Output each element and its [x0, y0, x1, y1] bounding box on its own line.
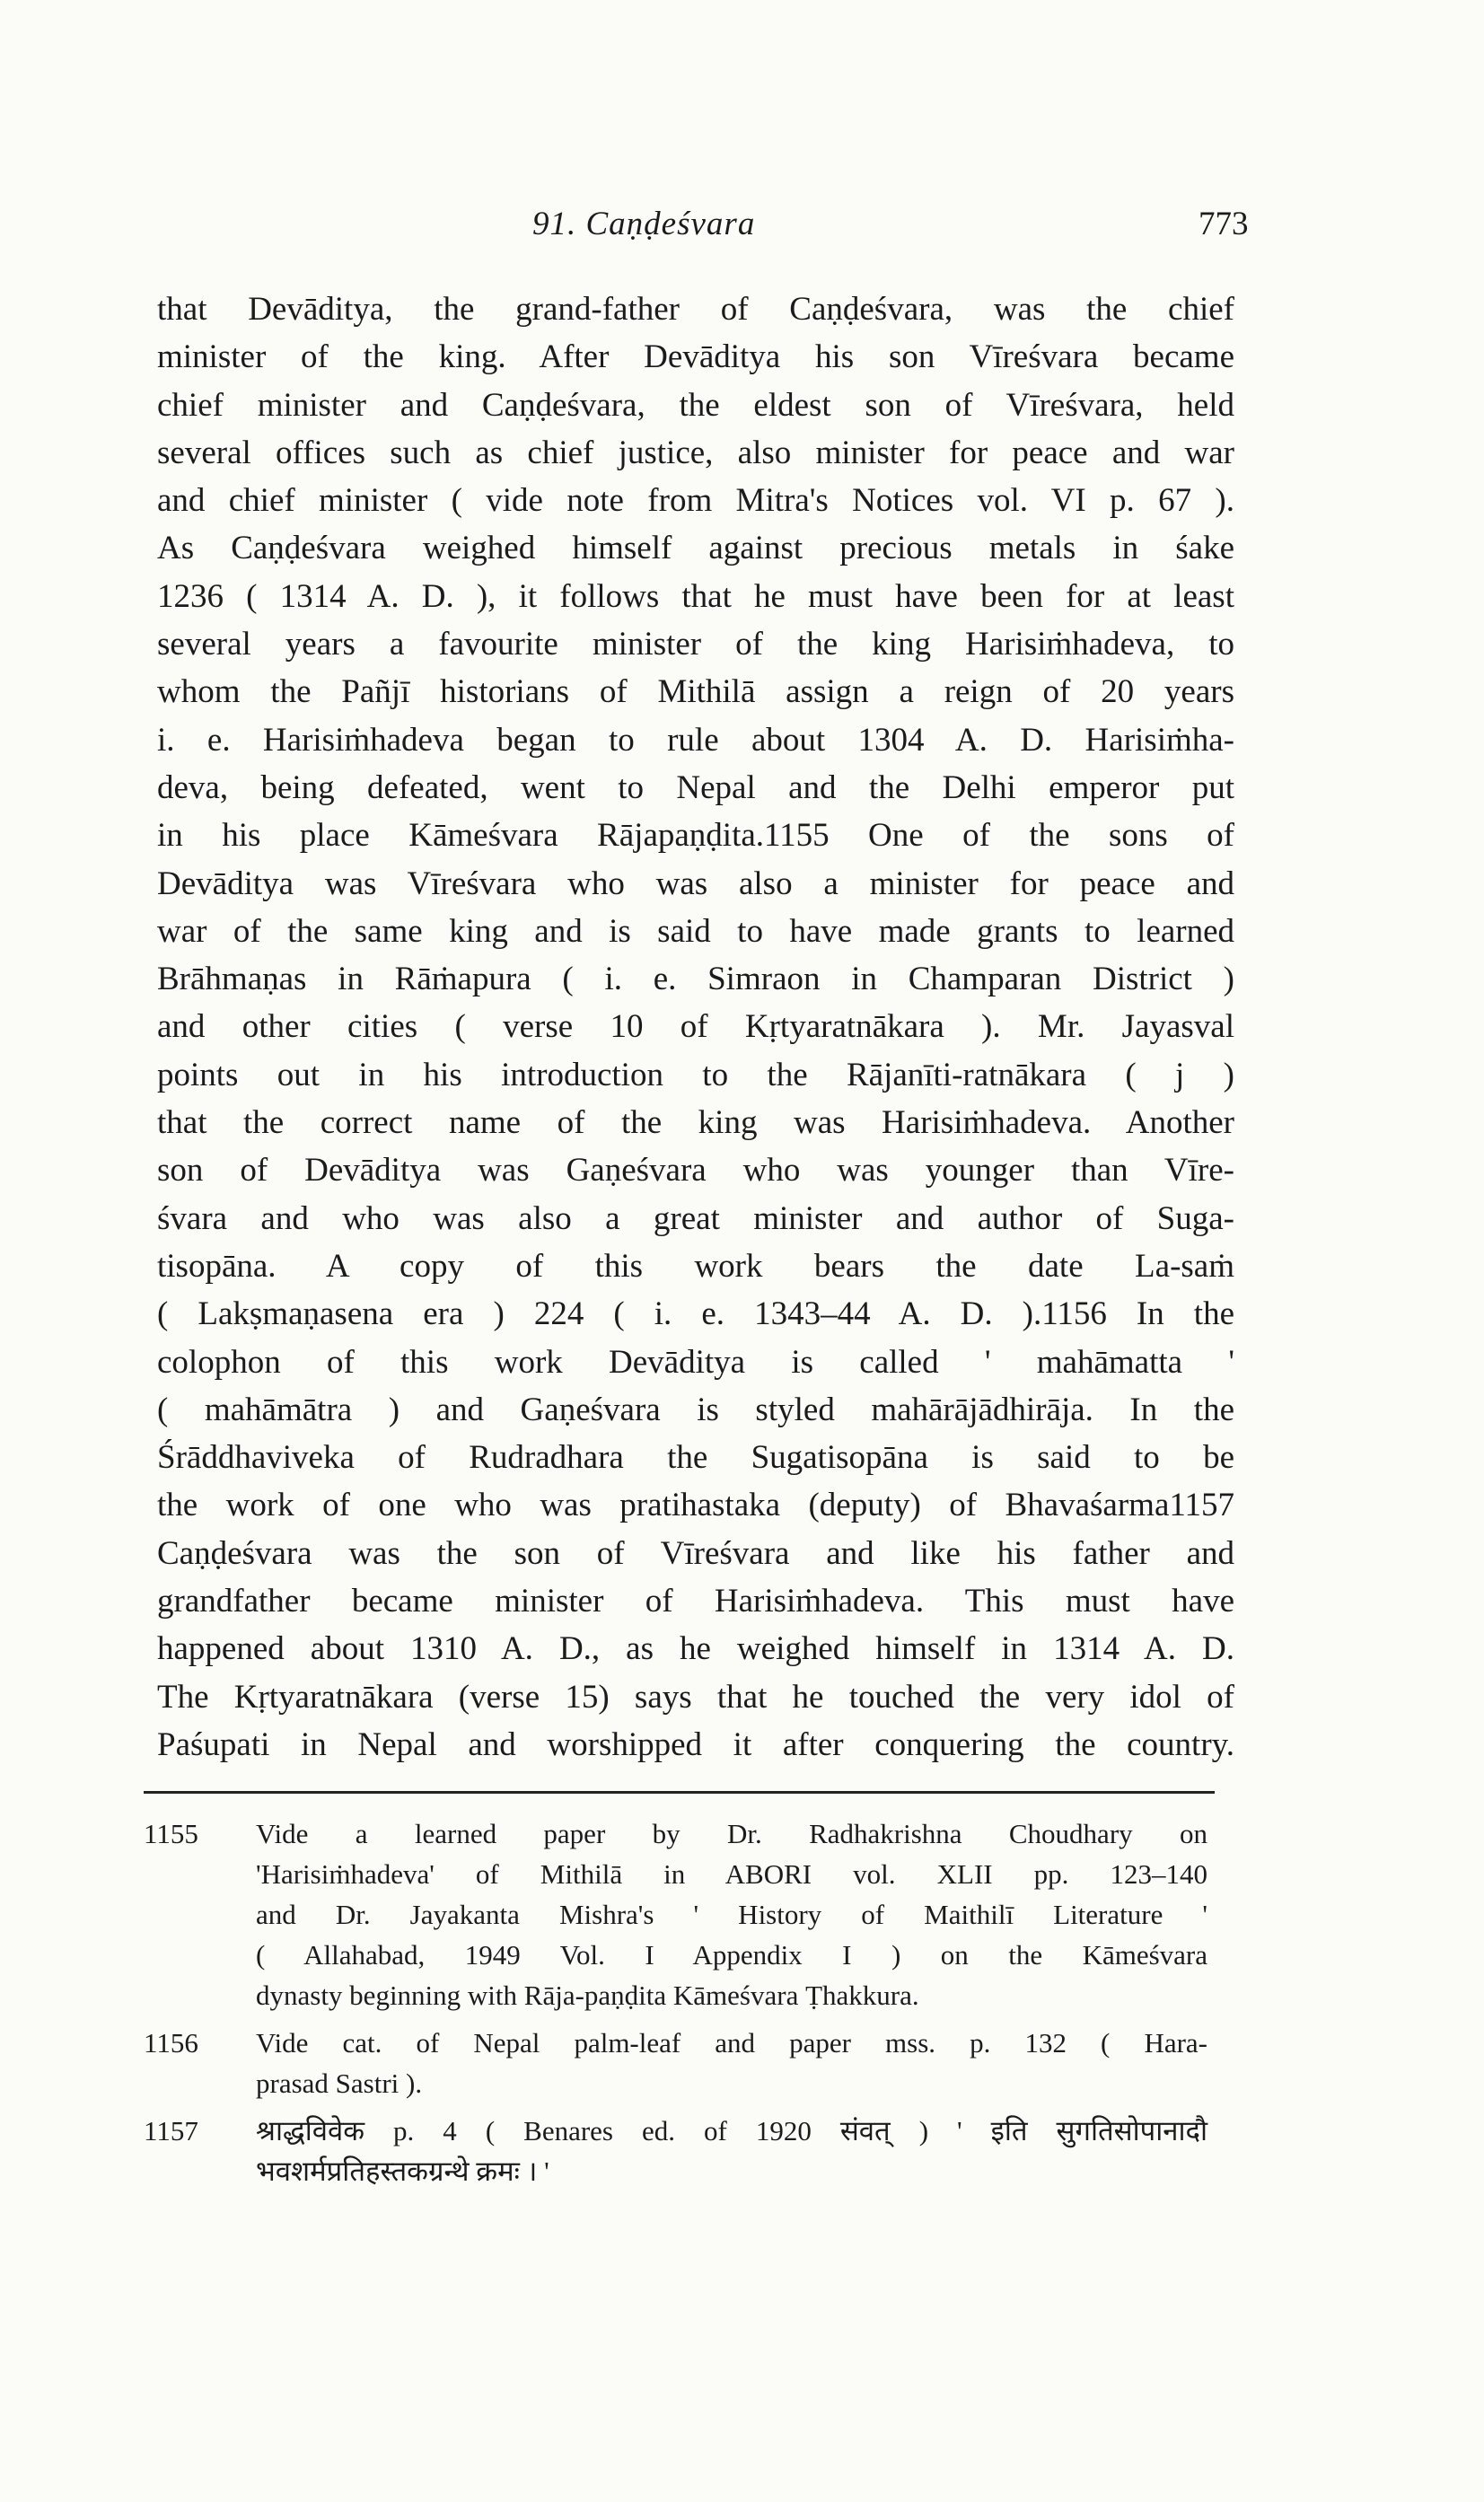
body-line: ( Lakṣmaṇasena era ) 224 ( i. e. 1343–44 A. D. ).1156 In the — [157, 1295, 1234, 1333]
body-line: and chief minister ( vide note from Mitra's Notices vol. VI p. 67 ). — [157, 482, 1234, 520]
body-text — [157, 285, 1234, 1769]
body-line: 1236 ( 1314 A. D. ), it follows that he must have been for at least — [157, 577, 1234, 615]
footnote-1155 — [144, 1813, 1221, 2015]
body-line: several offices such as chief justice, also minister for peace and war — [157, 434, 1234, 471]
footnote-text — [256, 1813, 1207, 2015]
page-header — [157, 205, 1249, 251]
body-line: whom the Pañjī historians of Mithilā assign a reign of 20 years — [157, 673, 1234, 711]
body-line: grandfather became minister of Harisiṁhadeva. This must have — [157, 1583, 1234, 1620]
body-line: Devāditya was Vīreśvara who was also a minister for peace and — [157, 865, 1234, 902]
footnotes — [144, 1813, 1221, 2199]
body-line: deva, being defeated, went to Nepal and the Delhi emperor put — [157, 768, 1234, 806]
body-line: As Caṇḍeśvara weighed himself against precious metals in śake — [157, 530, 1234, 567]
footnote-line: 'Harisiṁhadeva' of Mithilā in ABORI vol. XLII pp. 123–140 — [256, 1858, 1207, 1890]
body-line: Paśupati in Nepal and worshipped it after conquering the country. — [157, 1725, 1234, 1763]
body-line: Caṇḍeśvara was the son of Vīreśvara and like his father and — [157, 1534, 1234, 1572]
page-number: 773 — [1199, 206, 1249, 242]
body-line: The Kṛtyaratnākara (verse 15) says that he touched the very idol of — [157, 1678, 1234, 1716]
body-line: i. e. Harisiṁhadeva began to rule about 1304 A. D. Harisiṁha- — [157, 721, 1234, 759]
footnote-number: 1156 — [144, 2027, 198, 2059]
footnote-line: dynasty beginning with Rāja-paṇḍita Kāmeśvara Ṭhakkura. — [256, 1980, 919, 2011]
running-head: 91. Caṇḍeśvara — [532, 206, 756, 242]
footnote-number: 1155 — [144, 1818, 198, 1849]
footnote-number: 1157 — [144, 2115, 198, 2146]
body-line: ( mahāmātra ) and Gaṇeśvara is styled mahārājādhirāja. In the — [157, 1391, 1234, 1428]
body-line: points out in his introduction to the Rājanīti-ratnākara ( j ) — [157, 1056, 1234, 1093]
footnote-text — [256, 2023, 1207, 2103]
body-line: several years a favourite minister of the king Harisiṁhadeva, to — [157, 626, 1234, 663]
footnote-line: Vide cat. of Nepal palm-leaf and paper mss. p. 132 ( Hara- — [256, 2027, 1207, 2059]
footnote-line: श्राद्धविवेक p. 4 ( Benares ed. of 1920 संवत् ) ' इति सुगतिसोपानादौ — [256, 2115, 1207, 2146]
body-line: and other cities ( verse 10 of Kṛtyaratnākara ). Mr. Jayasval — [157, 1008, 1234, 1046]
footnote-line: prasad Sastri ). — [256, 2067, 423, 2099]
body-line: tisopāna. A copy of this work bears the date La-saṁ — [157, 1247, 1234, 1285]
footnote-1156 — [144, 2023, 1221, 2103]
body-line: Śrāddhaviveka of Rudradhara the Sugatisopāna is said to be — [157, 1439, 1234, 1477]
body-line: happened about 1310 A. D., as he weighed himself in 1314 A. D. — [157, 1630, 1234, 1668]
body-line: in his place Kāmeśvara Rājapaṇḍita.1155 One of the sons of — [157, 817, 1234, 855]
body-line: that the correct name of the king was Harisiṁhadeva. Another — [157, 1104, 1234, 1142]
footnote-1157 — [144, 2111, 1221, 2191]
body-line: war of the same king and is said to have made grants to learned — [157, 912, 1234, 950]
footnote-line: and Dr. Jayakanta Mishra's ' History of Maithilī Literature ' — [256, 1899, 1207, 1930]
footnote-rule — [144, 1791, 1215, 1794]
body-line: Brāhmaṇas in Rāṁapura ( i. e. Simraon in Champaran District ) — [157, 961, 1234, 998]
body-line: the work of one who was pratihastaka (deputy) of Bhavaśarma1157 — [157, 1487, 1234, 1524]
body-line: that Devāditya, the grand-father of Caṇḍeśvara, was the chief — [157, 291, 1234, 328]
body-line: son of Devāditya was Gaṇeśvara who was younger than Vīre- — [157, 1152, 1234, 1190]
footnote-line: Vide a learned paper by Dr. Radhakrishna Choudhary on — [256, 1818, 1207, 1849]
footnote-line: ( Allahabad, 1949 Vol. I Appendix I ) on the Kāmeśvara — [256, 1939, 1207, 1971]
footnote-line: भवशर्मप्रतिहस्तकग्रन्थे क्रमः । ' — [256, 2155, 549, 2187]
body-line: minister of the king. After Devāditya his son Vīreśvara became — [157, 338, 1234, 376]
body-line: chief minister and Caṇḍeśvara, the eldest son of Vīreśvara, held — [157, 386, 1234, 424]
body-line: colophon of this work Devāditya is called ' mahāmatta ' — [157, 1343, 1234, 1381]
footnote-text — [256, 2111, 1207, 2191]
body-line: śvara and who was also a great minister and author of Suga- — [157, 1199, 1234, 1237]
